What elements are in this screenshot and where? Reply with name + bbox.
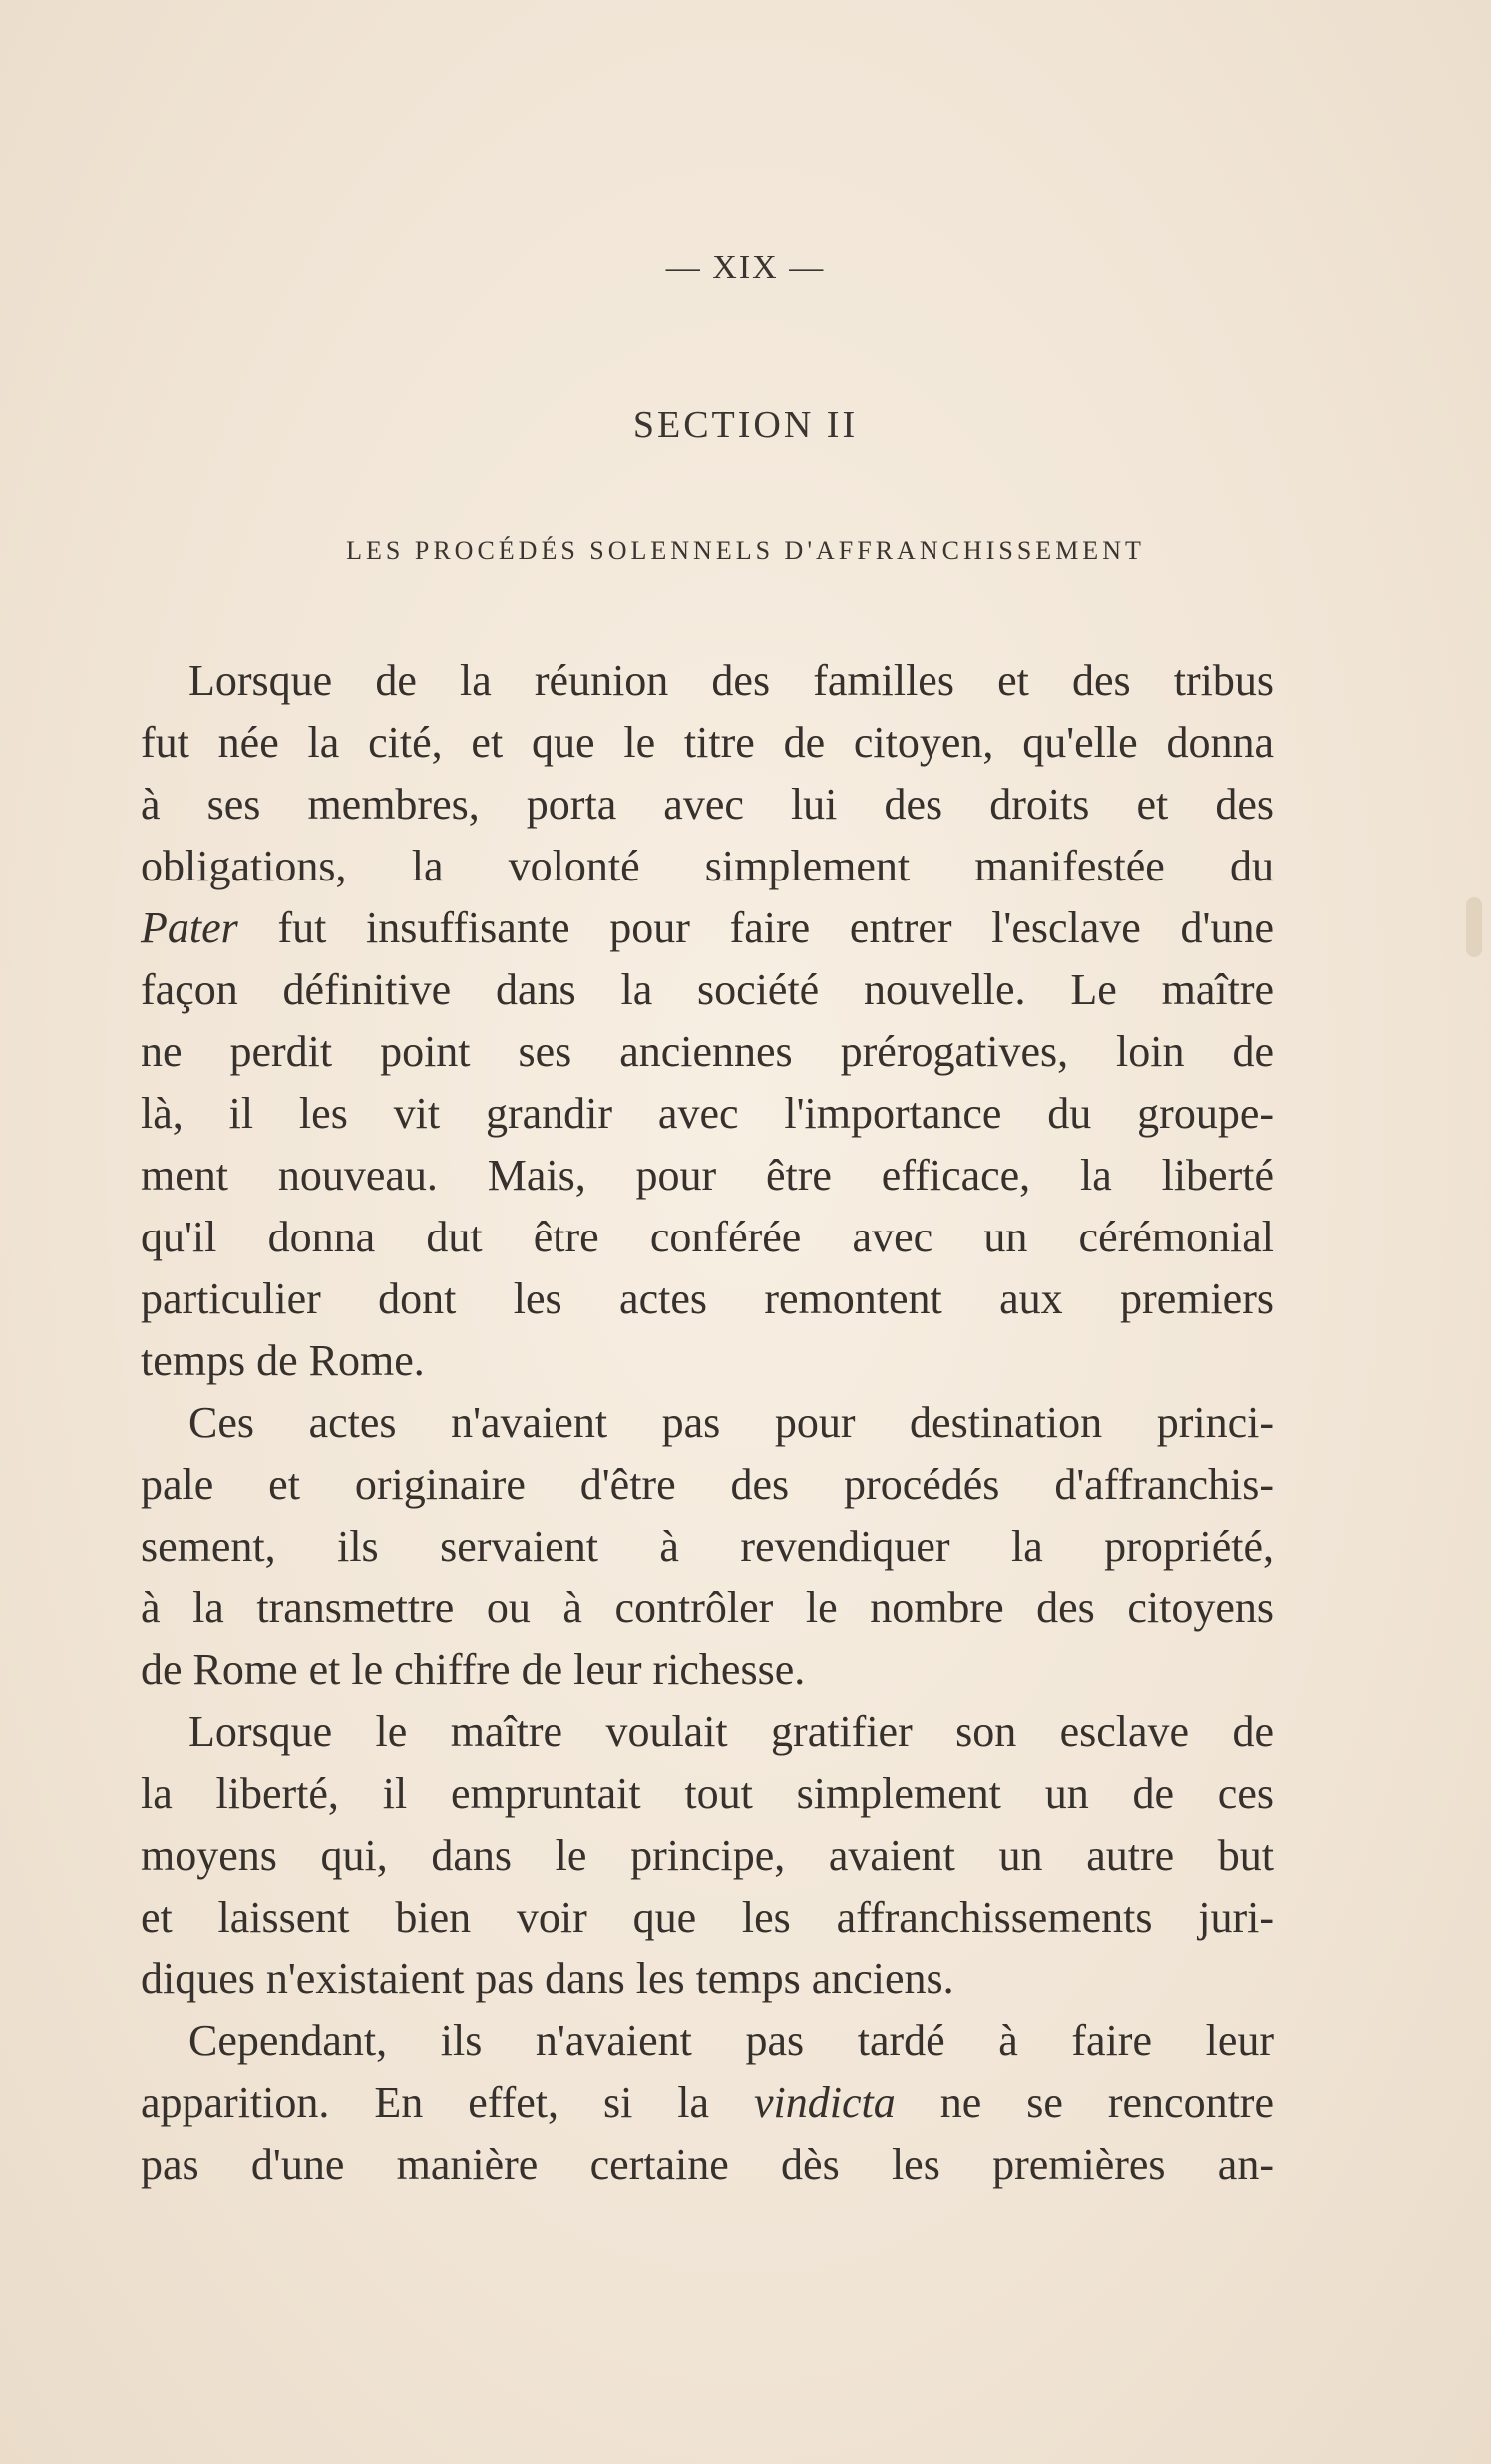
text-line: sement, ils servaient à revendiquer la propriété,: [141, 1522, 1274, 1571]
text-line: Ces actes n'avaient pas pour destination princi-: [188, 1398, 1274, 1447]
italic-word: Pater: [141, 903, 238, 952]
text-line: à ses membres, porta avec lui des droits et des: [141, 780, 1274, 829]
text-line: pas d'une manière certaine dès les premières an-: [141, 2140, 1274, 2189]
text-line: la liberté, il empruntait tout simplement un de ces: [141, 1769, 1274, 1818]
body-text: [141, 650, 1274, 2196]
section-subtitle: LES PROCÉDÉS SOLENNELS D'AFFRANCHISSEMENT: [346, 536, 1145, 565]
text-line: là, il les vit grandir avec l'importance du groupe-: [141, 1089, 1274, 1138]
text-line: obligations, la volonté simplement manifestée du: [141, 842, 1274, 890]
text-line: diques n'existaient pas dans les temps anciens.: [141, 1954, 954, 2003]
text-line: Lorsque le maître voulait gratifier son esclave de: [188, 1707, 1274, 1756]
text-span: apparition. En effet, si la: [141, 2078, 755, 2127]
text-line: Lorsque de la réunion des familles et des tribus: [188, 656, 1274, 705]
text-line: façon définitive dans la société nouvelle. Le maître: [141, 965, 1274, 1014]
text-line: temps de Rome.: [141, 1336, 425, 1385]
paper-stain: [1466, 897, 1482, 957]
text-line: Cependant, ils n'avaient pas tardé à faire leur: [188, 2016, 1274, 2065]
text-line: ment nouveau. Mais, pour être efficace, la liberté: [141, 1151, 1274, 1200]
text-line: qu'il donna dut être conférée avec un cérémonial: [141, 1213, 1274, 1261]
text-line: à la transmettre ou à contrôler le nombre des citoyens: [141, 1584, 1274, 1632]
page-number: — XIX —: [665, 249, 826, 286]
text-line: [141, 897, 1274, 959]
italic-word: vindicta: [754, 2078, 896, 2127]
text-line: pale et originaire d'être des procédés d'affranchis-: [141, 1460, 1274, 1509]
text-line: de Rome et le chiffre de leur richesse.: [141, 1645, 806, 1694]
text-line: particulier dont les actes remontent aux premiers: [141, 1274, 1274, 1323]
text-line: ne perdit point ses anciennes prérogatives, loin de: [141, 1027, 1274, 1076]
text-line: et laissent bien voir que les affranchissements juri-: [141, 1893, 1274, 1941]
section-heading: SECTION II: [632, 404, 859, 446]
text-line: [141, 2072, 1274, 2134]
text-span: ne se rencontre: [895, 2078, 1274, 2127]
text-line: fut née la cité, et que le titre de citoyen, qu'elle donna: [141, 718, 1274, 767]
text-line: moyens qui, dans le principe, avaient un autre but: [141, 1831, 1274, 1880]
text-span: fut insuffisante pour faire entrer l'esclave d'une: [237, 903, 1274, 952]
